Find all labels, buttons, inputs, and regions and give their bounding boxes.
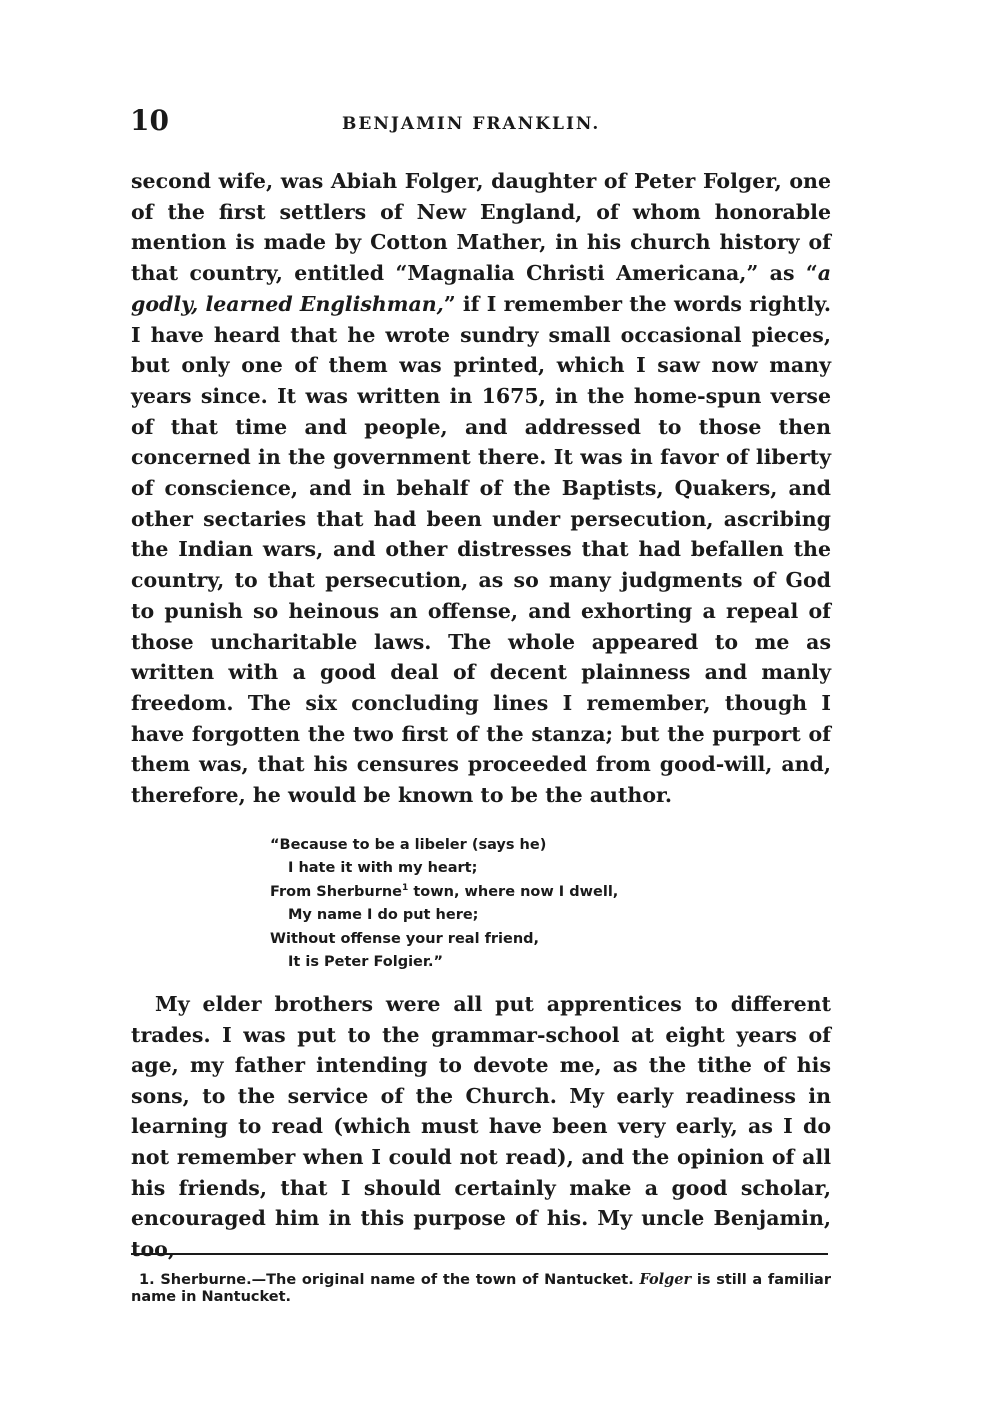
verse-line-2: I hate it with my heart; bbox=[288, 860, 478, 877]
footnote-term: Sherburne. bbox=[160, 1272, 252, 1288]
page-number: 10 bbox=[130, 104, 169, 137]
footnote-marker: 1 bbox=[402, 882, 409, 893]
footnote bbox=[131, 1271, 831, 1306]
page-header bbox=[130, 104, 830, 140]
footnote-divider bbox=[131, 1253, 828, 1255]
paragraph-1 bbox=[131, 166, 831, 811]
running-title: BENJAMIN FRANKLIN. bbox=[342, 114, 601, 134]
verse-line-5: Without offense your real friend, bbox=[270, 930, 540, 947]
paragraph-1-part-2: ” if I remember the words rightly. I have heard that he wrote sundry small occasional pieces, but only one of them was printed, which I saw now many years since. It was written in 1675, in the home-spun verse of that time and people, and addressed to those then concerned in the government there. It was in favor of liberty of conscience, and in behalf of the Baptists, Quakers, and other sectaries that had been under persecution, ascribing the Indian wars, and other distresses that had befallen the country, to that persecution, as so many judgments of God to punish so heinous an offense, and exhorting a repeal of those uncharitable laws. The whole appeared to me as written with a good deal of decent plainness and manly freedom. The six concluding lines I remember, though I have forgotten the two first of the stanza; but the purport of them was, that his censures proceeded from good-will, and, therefore, he would be known to be the author. bbox=[131, 291, 831, 808]
verse-line-4: My name I do put here; bbox=[288, 907, 479, 924]
paragraph-2: My elder brothers were all put apprentices to different trades. I was put to the grammar-school at eight years of age, my father intending to devote me, as the tithe of his sons, to the service of the Church. My early readiness in learning to read (which must have been very early, as I do not remember when I could not read), and the opinion of all his friends, that I should certainly make a good scholar, encouraged him in this purpose of his. My uncle Benjamin, too, bbox=[131, 992, 831, 1261]
verse-line-3-start: From Sherburne bbox=[270, 883, 403, 900]
paragraph-1-italic: a godly, learned Englishman, bbox=[131, 261, 831, 316]
verse-line-1: “Because to be a libeler (says he) bbox=[270, 837, 547, 853]
main-text bbox=[131, 166, 831, 811]
verse-quotation bbox=[270, 834, 618, 974]
footnote-text-2: is still a familiar name in Nantucket. bbox=[131, 1272, 831, 1305]
paragraph-1-part-1: second wife, was Abiah Folger, daughter of Peter Folger, one of the first settlers of New England, of whom honorable mention is made by Cotton Mather, in his church history of that country, entitled “Magnalia Christi Americana,” as “ bbox=[131, 169, 831, 286]
verse-line-6: It is Peter Folgier.” bbox=[288, 954, 444, 971]
verse-line-3 bbox=[270, 881, 618, 904]
verse-line-3-end: town, where now I dwell, bbox=[408, 883, 619, 900]
footnote-text: —The original name of the town of Nantucket. bbox=[251, 1272, 640, 1288]
footnote-number: 1. bbox=[139, 1272, 155, 1288]
footnote-italic: Folger bbox=[639, 1271, 692, 1288]
